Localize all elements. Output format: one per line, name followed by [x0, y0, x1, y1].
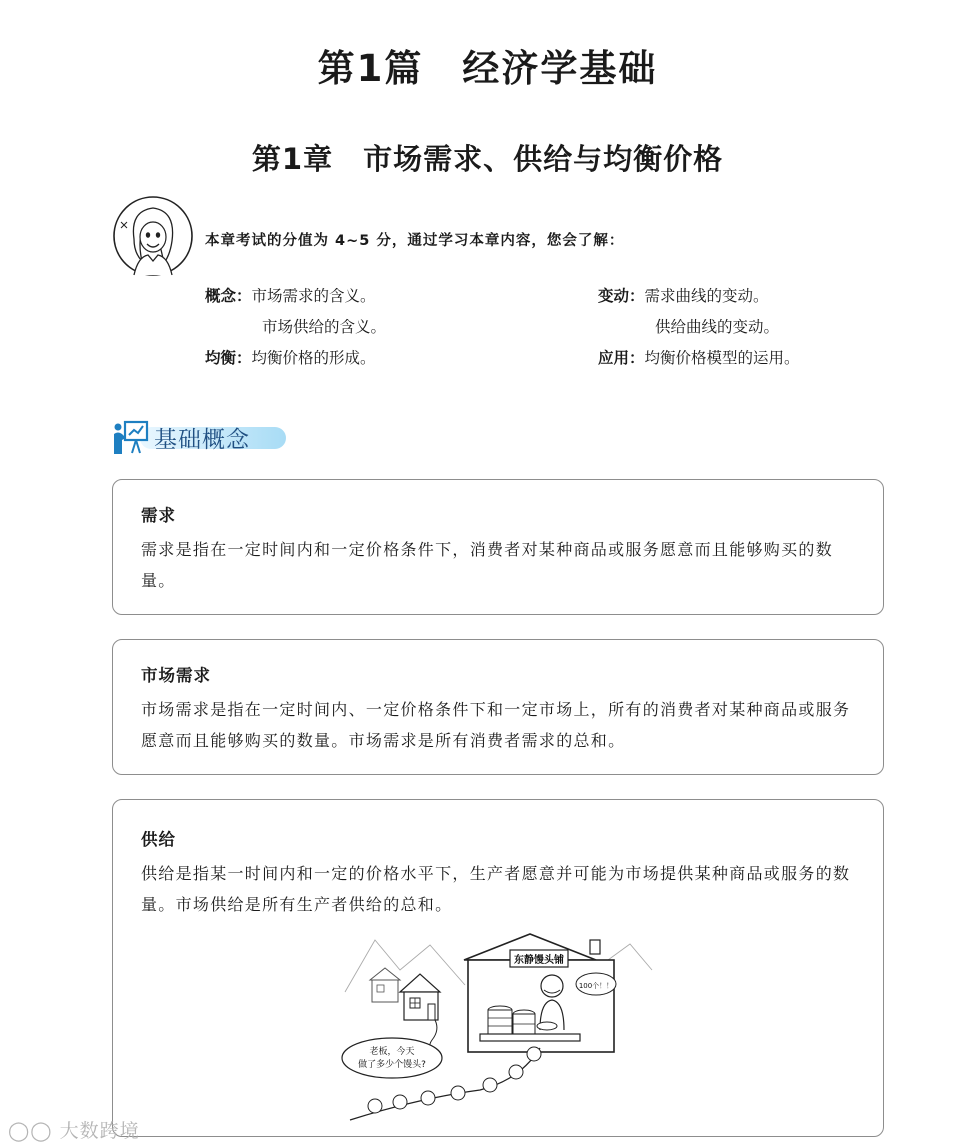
- objective-label: 变动：: [598, 287, 645, 305]
- teacher-avatar-icon: [112, 195, 194, 277]
- watermark-logo-icon: ◯◯: [8, 1120, 60, 1142]
- definition-card-market-demand: [112, 639, 884, 775]
- presentation-board-icon: [112, 419, 150, 455]
- card-body: 市场需求是指在一定时间内、一定价格条件下和一定市场上，所有的消费者对某种商品或服务愿意而且能够购买的数量。市场需求是所有消费者需求的总和。: [141, 700, 851, 750]
- objective-equilibrium: [205, 346, 376, 368]
- objective-label: 应用：: [598, 349, 645, 367]
- card-title: 市场需求: [141, 666, 211, 685]
- objective-label: 概念：: [205, 287, 252, 305]
- objective-application: [598, 346, 800, 368]
- watermark: [8, 1116, 140, 1143]
- card-title: 需求: [141, 506, 176, 525]
- objective-change-2: 供给曲线的变动。: [655, 318, 780, 336]
- objective-change-1: [598, 284, 769, 306]
- objective-concept-2: 市场供给的含义。: [262, 318, 387, 336]
- card-body: 需求是指在一定时间内和一定价格条件下，消费者对某种商品或服务愿意而且能够购买的数量。: [141, 540, 834, 590]
- objective-text: 均衡价格模型的运用。: [644, 349, 800, 367]
- bun-shop-illustration: [340, 930, 660, 1130]
- objective-concept-1: [205, 284, 376, 306]
- chapter-title: 第1章 市场需求、供给与均衡价格: [251, 142, 724, 176]
- objective-text: 市场需求的含义。: [251, 287, 376, 305]
- vendor-speech-bubble: 100个！！: [578, 982, 614, 990]
- watermark-text: 大数跨境: [59, 1120, 140, 1142]
- customer-speech-line-2: 做了多少个馒头?: [358, 1060, 426, 1070]
- card-body: 供给是指某一时间内和一定的价格水平下，生产者愿意并可能为市场提供某种商品或服务的数量。市场供给是所有生产者供给的总和。: [141, 864, 851, 914]
- objective-label: 均衡：: [205, 349, 252, 367]
- customer-speech-line-1: 老板，今天: [369, 1047, 415, 1057]
- part-title: 第1篇 经济学基础: [317, 47, 658, 90]
- objective-text: 需求曲线的变动。: [644, 287, 769, 305]
- chapter-intro: 本章考试的分值为 4~5 分，通过学习本章内容，您会了解：: [205, 233, 625, 249]
- objective-text: 均衡价格的形成。: [251, 349, 376, 367]
- shop-sign: 东静馒头铺: [514, 955, 564, 966]
- card-title: 供给: [141, 830, 176, 849]
- section-title: 基础概念: [154, 427, 250, 453]
- definition-card-demand: [112, 479, 884, 615]
